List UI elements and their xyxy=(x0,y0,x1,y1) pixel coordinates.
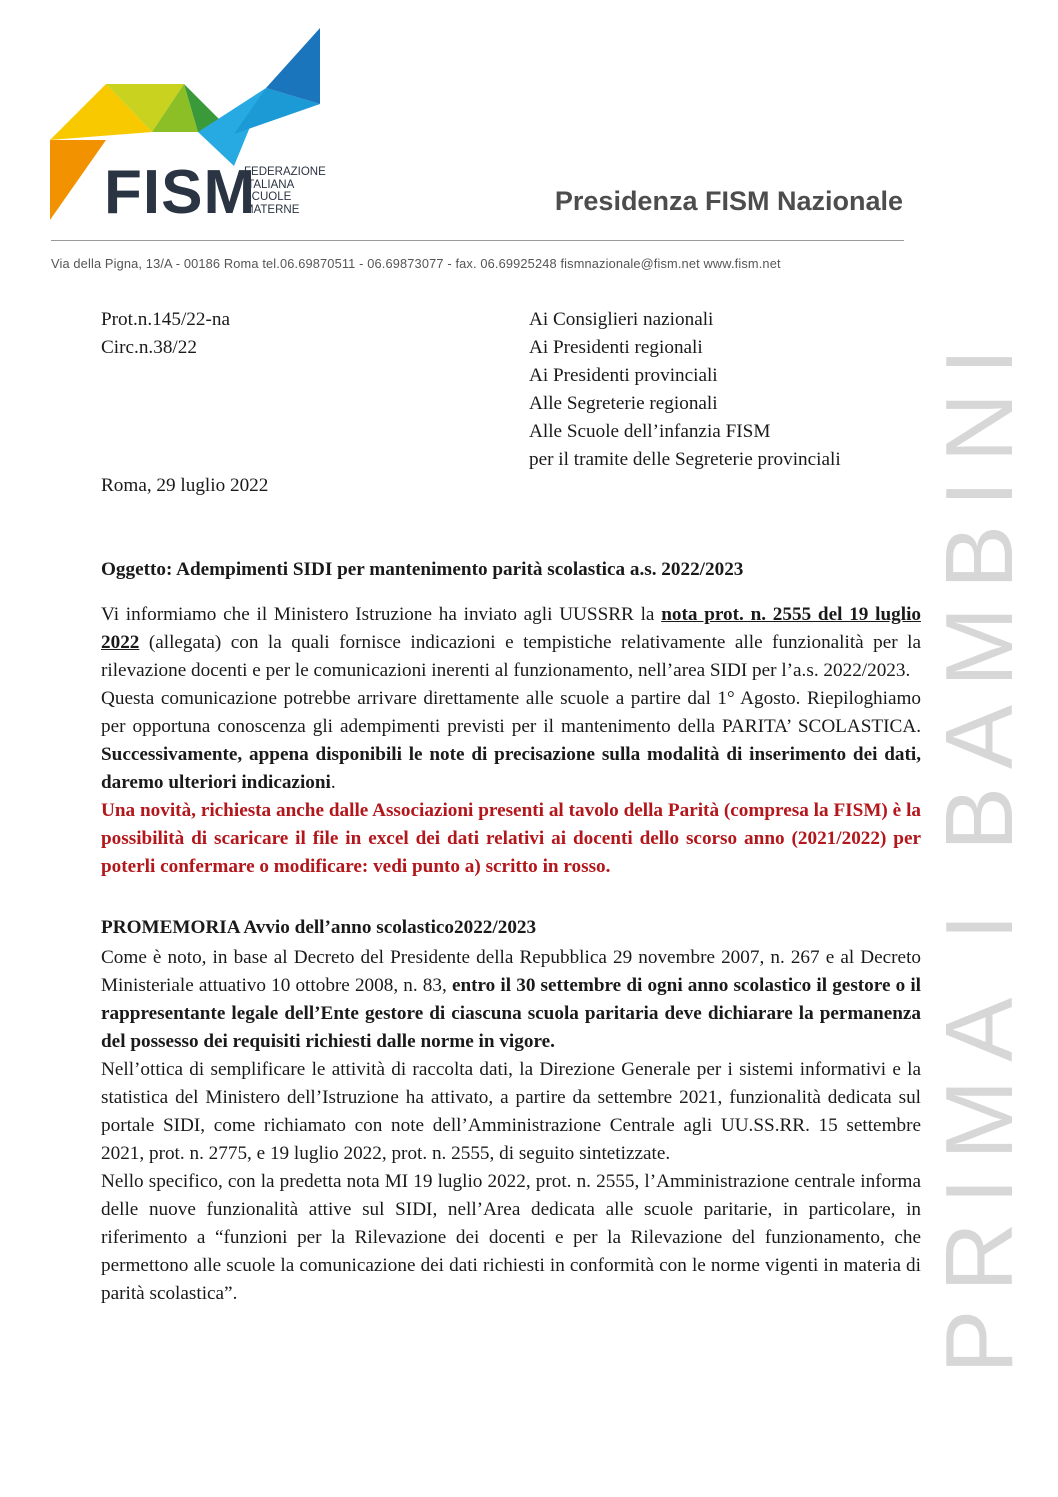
protocol-block xyxy=(101,306,230,362)
recipient: per il tramite delle Segreterie provinciali xyxy=(529,449,841,470)
side-banner-text: PRIMA I BAMBINI xyxy=(926,330,1033,1374)
fism-logo xyxy=(48,28,328,228)
recipient: Ai Presidenti provinciali xyxy=(529,365,718,386)
recipient: Alle Scuole dell’infanzia FISM xyxy=(529,421,771,442)
paragraph-decree: Come è noto, in base al Decreto del Presidente della Repubblica 29 novembre 2007, n. 267 e al Decreto Ministeriale attuativo 10 ottobre 2008, n. 83, entro il 30 settembre di ogni anno scolastico il gestore o il rappresentante legale dell’Ente gestore di ciascuna scuola paritaria deve dichiarare la permanenza del possesso dei requisiti richiesti dalle norme in vigore. xyxy=(101,947,921,1052)
paragraph-novelty: Una novità, richiesta anche dalle Associazioni presenti al tavolo della Parità (compresa la FISM) è la possibilità di scaricare il file in excel dei dati relativi ai docenti dello scorso anno (2021/2022) per poterli confermare o modificare: vedi punto a) scritto in rosso. xyxy=(101,800,921,877)
note-reference-link: nota prot. n. 2555 del 19 luglio 2022 xyxy=(101,604,921,653)
recipient: Ai Consiglieri nazionali xyxy=(529,309,714,330)
recipient: Ai Presidenti regionali xyxy=(529,337,703,358)
letter-date: Roma, 29 luglio 2022 xyxy=(101,475,269,496)
side-banner xyxy=(920,236,1040,1468)
circular-number: Circ.n.38/22 xyxy=(101,337,197,358)
paragraph-communication: Questa comunicazione potrebbe arrivare direttamente alle scuole a partire dal 1° Agosto. Riepiloghiamo per opportuna conoscenza gli adempimenti previsti per il mantenimento della PARITA’ SCOLASTICA. Successivamente, appena disponibili le note di precisazione sulla modalità di inserimento dei dati, daremo ulteriori indicazioni. xyxy=(101,688,921,793)
recipients-list xyxy=(529,306,841,474)
protocol-number: Prot.n.145/22-na xyxy=(101,309,230,330)
recipient: Alle Segreterie regionali xyxy=(529,393,718,414)
paragraph-intro: Vi informiamo che il Ministero Istruzione ha inviato agli UUSSRR la nota prot. n. 2555 del 19 luglio 2022 (allegata) con la quali fornisce indicazioni e tempistiche relativamente alle funzionalità per la rilevazione docenti e per le comunicazioni inerenti al funzionamento, nell’area SIDI per l’a.s. 2022/2023. xyxy=(101,604,921,681)
paragraph-specifics: Nello specifico, con la predetta nota MI 19 luglio 2022, prot. n. 2555, l’Amministrazione centrale informa delle nuove funzionalità attive sul SIDI, nell’Area dedicata alle scuole paritarie, in particolare, in riferimento a “funzioni per la Rilevazione dei docenti e per la Rilevazione del funzionamento, che permettono alle scuole la comunicazione dei dati richiesti in conformità con le norme vigenti in materia di parità scolastica”. xyxy=(101,1171,921,1304)
paragraph-simplification: Nell’ottica di semplificare le attività di raccolta dati, la Direzione Generale per i sistemi informativi e la statistica del Ministero dell’Istruzione ha attivato, a partire da settembre 2021, funzionalità dedicata sul portale SIDI, come richiamato con note dell’Amministrazione Centrale agli UU.SS.RR. 15 settembre 2021, prot. n. 2775, e 19 luglio 2022, prot. n. 2555, di seguito sintetizzate. xyxy=(101,1059,921,1164)
logo-subtitle: FEDERAZIONE ITALIANA SCUOLE MATERNE xyxy=(244,166,326,216)
letter-body xyxy=(101,556,921,1308)
header-divider xyxy=(51,240,904,241)
promemoria-heading: PROMEMORIA Avvio dell’anno scolastico2022/2023 xyxy=(101,917,537,938)
logo-wordmark: FISM xyxy=(104,158,257,227)
subject-line: Oggetto: Adempimenti SIDI per mantenimento parità scolastica a.s. 2022/2023 xyxy=(101,559,744,580)
presidency-title: Presidenza FISM Nazionale xyxy=(554,186,903,216)
contact-line: Via della Pigna, 13/A - 00186 Roma tel.06.69870511 - 06.69873077 - fax. 06.69925248 fismnazionale@fism.net www.fism.net xyxy=(51,256,781,271)
